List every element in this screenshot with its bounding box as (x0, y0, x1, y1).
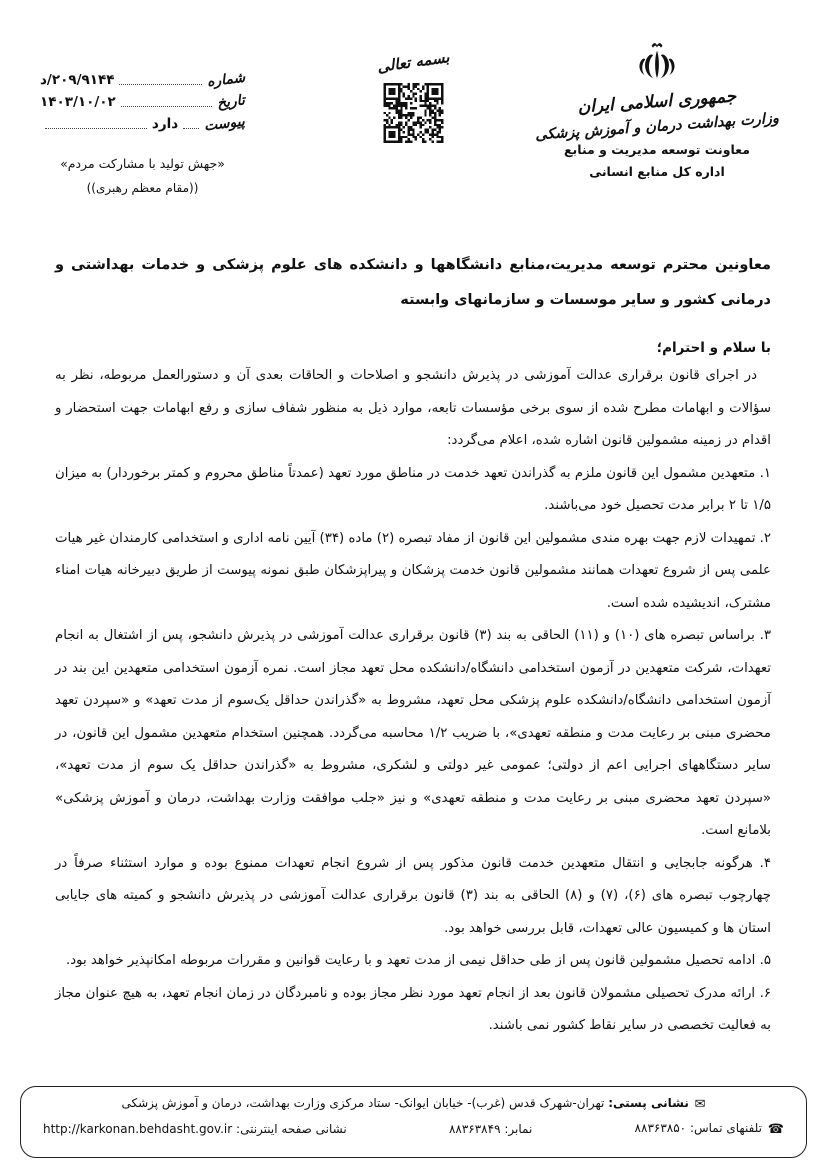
item-5: ۵. ادامه تحصیل مشمولین قانون پس از طی حداقل نیمی از مدت تعهد و با رعایت قوانین و مقررات مربوطه امکانپذیر خواهد بود. (65, 953, 771, 968)
address-label: نشانی پستی: (608, 1096, 689, 1110)
item-3: ۳. براساس تبصره های (۱۰) و (۱۱) الحاقی به بند (۳) قانون برقراری عدالت آموزشی در پذیرش دانشجو، پس از اشتغال به انجام تعهدات، شرکت متعهدین در آزمون استخدامی دانشگاه/دانشکده محل تعهد مجاز است. نمره آزمون استخدامی متعهدین این بند در آزمون استخدامی دانشگاه/دانشکده علوم پزشکی محل تعهد، مشروط به «گذراندن حداقل یک‌سوم از مدت تعهد» و «سپردن تعهد محضری مبنی بر رعایت مدت و منطقه تعهدی»، با ضریب ۱/۲ محاسبه می‌گردد. همچنین استخدام متعهدین مشمول این قانون، در سایر دستگاههای اجرایی اعم از دولتی؛ عمومی غیر دولتی و لشکری، مشروط به «گذراندن حداقل یک سوم از مدت تعهد»، «سپردن تعهد محضری مبنی بر رعایت مدت و منطقه تعهدی» و نیز «جلب موافقت وزارت بهداشت، درمان و آموزش پزشکی» بلامانع است. (55, 628, 772, 838)
letterhead-block (532, 38, 782, 179)
fax-value: ۸۸۳۶۳۸۴۹ (448, 1122, 501, 1136)
phone-label: تلفنهای تماس: (689, 1121, 762, 1135)
phone-icon: ☎ (767, 1122, 784, 1137)
letter-header (0, 38, 827, 238)
center-header-block (354, 48, 474, 143)
letter-number-row (40, 69, 246, 91)
address-value: تهران-شهرک قدس (غرب)- خیابان ایوانک- ستاد مرکزی وزارت بهداشت، درمان و آموزش پزشکی (121, 1096, 605, 1110)
website-segment (43, 1122, 347, 1136)
deputy-name: معاونت توسعه مدیریت و منابع (564, 142, 750, 157)
contact-line (43, 1121, 784, 1137)
postal-address-line (43, 1096, 784, 1112)
website-label: نشانی صفحه اینترنتی: (236, 1122, 347, 1136)
dotted-leader (45, 128, 147, 129)
iran-emblem-icon (632, 38, 682, 90)
ministry-name: وزارت بهداشت درمان و آموزش پزشکی (534, 109, 780, 144)
fax-segment (449, 1122, 532, 1136)
date-value: ۱۴۰۳/۱۰/۰۲ (40, 94, 116, 110)
salutation: با سلام و احترام؛ (656, 340, 771, 356)
number-label: شماره (205, 69, 246, 91)
item-1: ۱. متعهدین مشمول این قانون ملزم به گذراندن تعهد خدمت در مناطق مورد تعهد (عمدتاً مناطق محروم و کمتر برخوردار) به میزان ۱/۵ تا ۲ برابر مدت تحصیل خود می‌باشند. (55, 465, 771, 513)
attachment-label: پیوست (203, 113, 246, 135)
item-4: ۴. هرگونه جابجایی و انتقال متعهدین خدمت قانون مذکور پس از شروع انجام تعهدات ممنوع بوده و موارد استثناء صرفاً در چهارچوب تبصره های (۶)، (۷) و (۸) الحاقی به بند (۳) قانون برقراری عدالت آموزشی در پذیرش دانشجو و کمیته های جایابی استان ها و کمیسیون عالی تعهدات، قابل بررسی خواهد بود. (55, 855, 771, 936)
letter-body (55, 248, 771, 1043)
slogan-block (40, 156, 245, 195)
slogan-attribution: ((مقام معظم رهبری)) (86, 181, 199, 195)
government-name: جمهوری اسلامی ایران (577, 86, 737, 118)
office-name: اداره کل منابع انسانی (589, 164, 725, 179)
mail-icon: ✉ (694, 1097, 706, 1112)
phone-segment (635, 1121, 784, 1137)
number-value: ۲۰۹/۹۱۴۴/د (40, 72, 115, 88)
phone-value: ۸۸۳۶۳۸۵۰ (634, 1121, 687, 1135)
date-label: تاریخ (216, 92, 246, 112)
letter-attachment-row (40, 113, 246, 135)
dotted-leader (119, 84, 201, 85)
fax-label: نمابر: (504, 1122, 533, 1136)
dotted-leader (121, 106, 212, 107)
item-2: ۲. تمهیدات لازم جهت بهره مندی مشمولین این قانون از مفاد تبصره (۲) ماده (۳۴) آیین نامه اداری و استخدامی کارمندان غیر هیات علمی پس از شروع تعهدات همانند مشمولین قانون خدمت پزشکان و پیراپزشکان طبق نمونه پیوست از طریق دبیرخانه هیات امناء مشترک، اندیشیده شده است. (55, 530, 772, 611)
dotted-leader (183, 128, 199, 129)
website-url: http://karkonan.behdasht.gov.ir (43, 1122, 233, 1136)
letter-date-row (40, 94, 245, 110)
qr-code (382, 83, 445, 143)
slogan-text: «جهش تولید با مشارکت مردم» (60, 156, 225, 171)
item-6: ۶. ارائه مدرک تحصیلی مشمولان قانون بعد از انجام تعهد مورد نظر مجاز بوده و نامبردگان در زمان انجام تعهد، به هیچ عنوان مجاز به فعالیت تخصصی در سایر نقاط کشور نمی باشند. (55, 985, 771, 1033)
bismillah-text: بسمه تعالی (376, 48, 451, 76)
letter-footer (20, 1086, 807, 1158)
letter-title: معاونین محترم توسعه مدیریت،منابع دانشگاهها و دانشکده های علوم پزشکی و خدمات بهداشتی و درمانی کشور و سایر موسسات و سازمانهای وابسته (55, 257, 771, 308)
intro-paragraph: در اجرای قانون برقراری عدالت آموزشی در پذیرش دانشجو و اصلاحات و الحاقات بعدی آن و دستورالعمل مربوطه، نظر به سؤالات و ابهامات مطرح شده از سوی برخی مؤسسات تابعه، موارد ذیل به منظور شفاف سازی و رفع ابهامات جهت استحضار و اقدام در زمینه مشمولین قانون اشاره شده، اعلام می‌گردد: (55, 368, 771, 448)
attachment-value: دارد (151, 116, 179, 132)
letter-meta-block (40, 69, 246, 138)
